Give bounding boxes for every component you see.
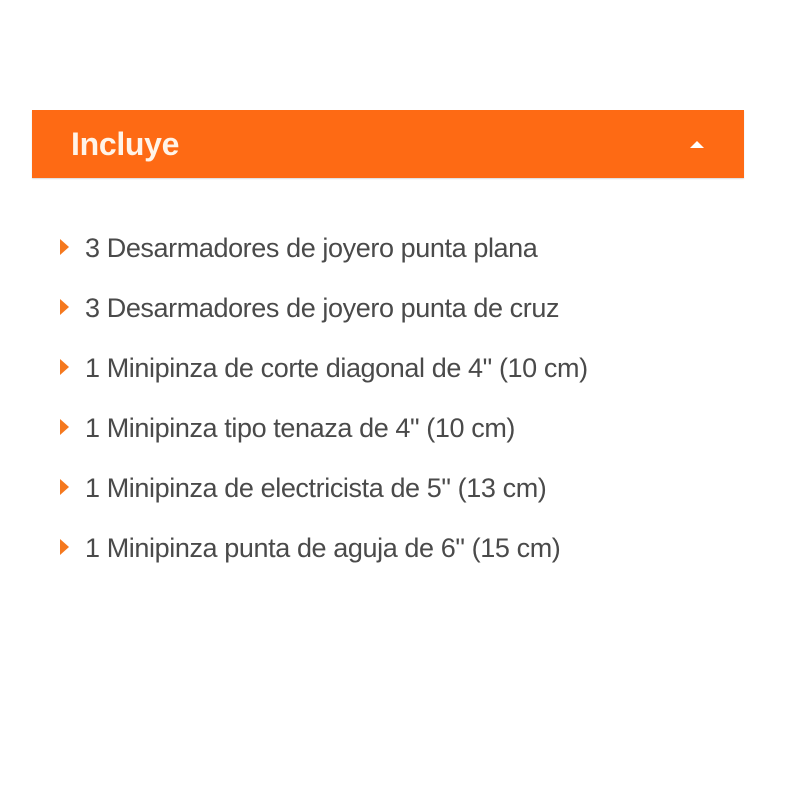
included-items-list <box>32 218 744 578</box>
list-item <box>60 278 744 338</box>
bullet-triangle-icon <box>60 419 69 435</box>
accordion-title: Incluye <box>71 125 180 162</box>
bullet-triangle-icon <box>60 239 69 255</box>
bullet-triangle-icon <box>60 359 69 375</box>
accordion-body <box>32 178 744 578</box>
list-item-label: 1 Minipinza de corte diagonal de 4" (10 cm) <box>85 352 588 383</box>
list-item <box>60 458 744 518</box>
list-item-label: 1 Minipinza de electricista de 5" (13 cm) <box>85 472 547 503</box>
includes-accordion <box>32 110 744 578</box>
caret-up-icon[interactable] <box>690 141 704 148</box>
bullet-triangle-icon <box>60 299 69 315</box>
list-item <box>60 338 744 398</box>
bullet-triangle-icon <box>60 479 69 495</box>
list-item-label: 3 Desarmadores de joyero punta de cruz <box>85 292 560 323</box>
list-item-label: 1 Minipinza punta de aguja de 6" (15 cm) <box>85 532 561 563</box>
list-item <box>60 218 744 278</box>
list-item <box>60 518 744 578</box>
accordion-header[interactable] <box>32 110 744 178</box>
list-item-label: 3 Desarmadores de joyero punta plana <box>85 232 538 263</box>
list-item-label: 1 Minipinza tipo tenaza de 4" (10 cm) <box>85 412 516 443</box>
bullet-triangle-icon <box>60 539 69 555</box>
list-item <box>60 398 744 458</box>
